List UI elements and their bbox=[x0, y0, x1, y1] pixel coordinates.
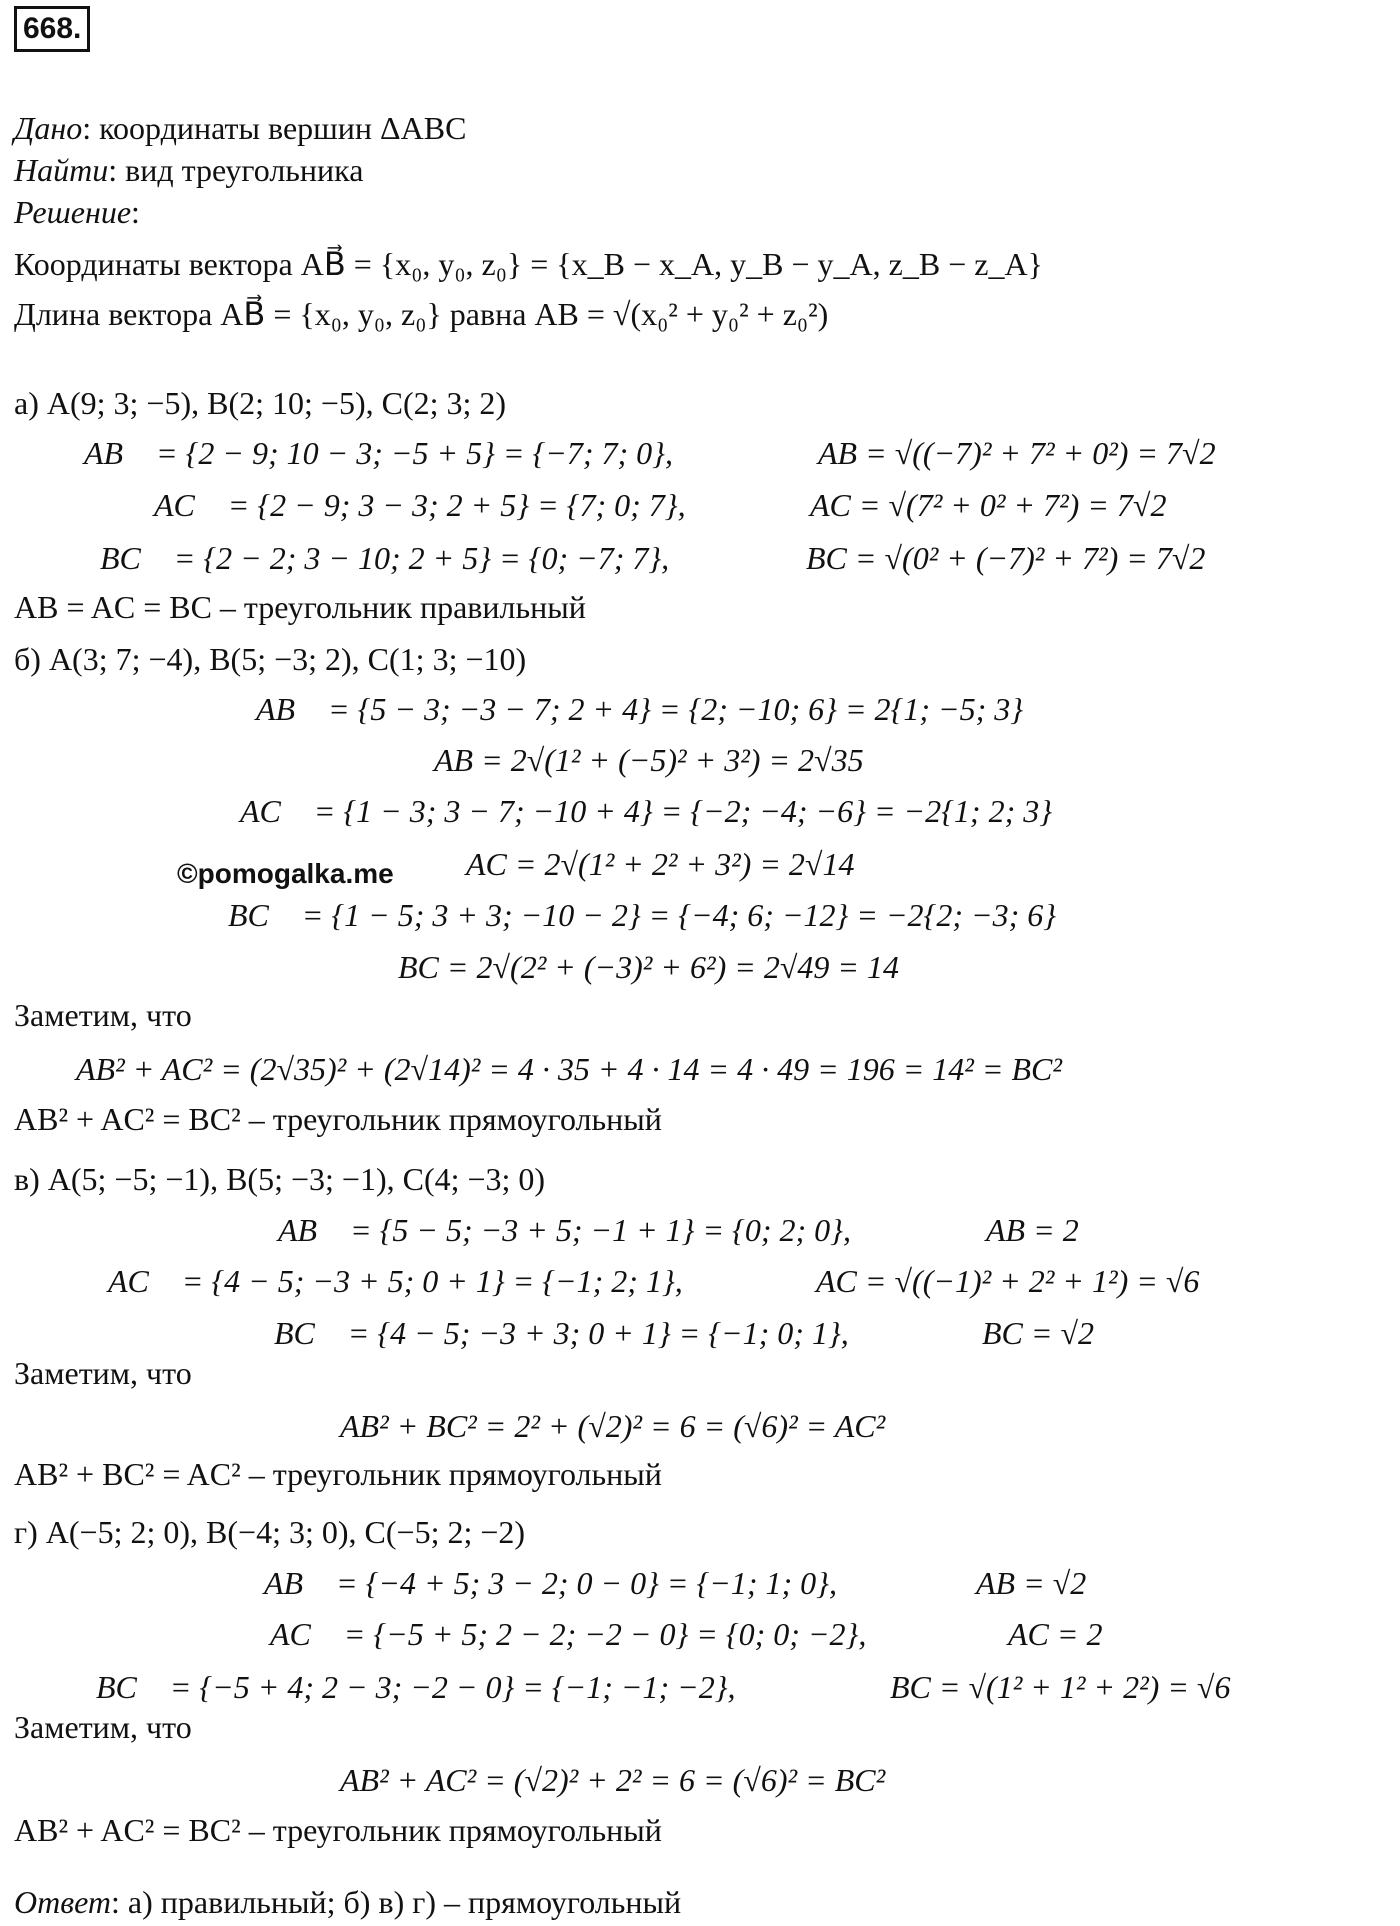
part-v-header: в) A(5; −5; −1), B(5; −3; −1), C(4; −3; 0) bbox=[14, 1161, 546, 1197]
part-v-ac-vector: AC⃗ = {4 − 5; −3 + 5; 0 + 1} = {−1; 2; 1}, bbox=[108, 1263, 683, 1299]
part-g-ac-vector: AC⃗ = {−5 + 5; 2 − 2; −2 − 0} = {0; 0; −2}, bbox=[270, 1616, 867, 1652]
part-v-equation: AB² + BC² = 2² + (√2)² = 6 = (√6)² = AC² bbox=[340, 1408, 886, 1444]
part-b-conclusion: AB² + AC² = BC² – треугольник прямоугольный bbox=[14, 1101, 662, 1137]
solution-line bbox=[14, 192, 140, 232]
part-a-bc-vector: BC⃗ = {2 − 2; 3 − 10; 2 + 5} = {0; −7; 7}, bbox=[100, 540, 670, 576]
find-label: Найти bbox=[14, 152, 109, 188]
given-label: Дано bbox=[14, 110, 83, 146]
given-line bbox=[14, 108, 466, 148]
answer-text: : а) правильный; б) в) г) – прямоугольный bbox=[111, 1884, 682, 1920]
problem-number: 668. bbox=[14, 6, 90, 52]
part-g-equation: AB² + AC² = (√2)² + 2² = 6 = (√6)² = BC² bbox=[340, 1762, 886, 1798]
length-formula: Длина вектора AB⃗ = {x₀, y₀, z₀} равна AB = √(x₀² + y₀² + z₀²) bbox=[14, 296, 829, 332]
part-g-ab-vector: AB⃗ = {−4 + 5; 3 − 2; 0 − 0} = {−1; 1; 0}, bbox=[264, 1565, 837, 1601]
part-v-conclusion: AB² + BC² = AC² – треугольник прямоугольный bbox=[14, 1456, 662, 1492]
find-line bbox=[14, 150, 363, 190]
part-g-header: г) A(−5; 2; 0), B(−4; 3; 0), C(−5; 2; −2) bbox=[14, 1514, 526, 1550]
part-b-bc-length: BC = 2√(2² + (−3)² + 6²) = 2√49 = 14 bbox=[398, 949, 899, 985]
part-a-ab-length: AB = √((−7)² + 7² + 0²) = 7√2 bbox=[818, 435, 1216, 471]
part-a-header: а) A(9; 3; −5), B(2; 10; −5), C(2; 3; 2) bbox=[14, 385, 507, 421]
part-b-equation: AB² + AC² = (2√35)² + (2√14)² = 4 · 35 + 4 · 14 = 4 · 49 = 196 = 14² = BC² bbox=[76, 1051, 1062, 1087]
part-v-ab-vector: AB⃗ = {5 − 5; −3 + 5; −1 + 1} = {0; 2; 0}, bbox=[278, 1212, 851, 1248]
part-g-note: Заметим, что bbox=[14, 1709, 192, 1745]
solution-text: : bbox=[131, 194, 140, 230]
part-g-bc-length: BC = √(1² + 1² + 2²) = √6 bbox=[890, 1669, 1231, 1705]
part-g-ab-length: AB = √2 bbox=[976, 1565, 1087, 1601]
answer-label: Ответ bbox=[14, 1884, 111, 1920]
given-text: : координаты вершин ΔABC bbox=[82, 110, 467, 146]
watermark: ©pomogalka.me bbox=[177, 858, 394, 889]
part-g-ac-length: AC = 2 bbox=[1008, 1616, 1103, 1652]
solution-label: Решение bbox=[14, 194, 132, 230]
coordinate-formula: Координаты вектора AB⃗ = {x₀, y₀, z₀} = {x_B − x_A, y_B − y_A, z_B − z_A} bbox=[14, 246, 1043, 282]
part-b-bc-vector: BC⃗ = {1 − 5; 3 + 3; −10 − 2} = {−4; 6; −12} = −2{2; −3; 6} bbox=[228, 897, 1057, 933]
part-v-ac-length: AC = √((−1)² + 2² + 1²) = √6 bbox=[816, 1263, 1200, 1299]
part-a-bc-length: BC = √(0² + (−7)² + 7²) = 7√2 bbox=[806, 540, 1206, 576]
part-v-bc-length: BC = √2 bbox=[982, 1315, 1095, 1351]
part-a-conclusion: AB = AC = BC – треугольник правильный bbox=[14, 589, 586, 625]
part-b-ac-vector: AC⃗ = {1 − 3; 3 − 7; −10 + 4} = {−2; −4; −6} = −2{1; 2; 3} bbox=[240, 793, 1053, 829]
part-v-bc-vector: BC⃗ = {4 − 5; −3 + 3; 0 + 1} = {−1; 0; 1}, bbox=[274, 1315, 849, 1351]
part-a-ab-vector: AB⃗ = {2 − 9; 10 − 3; −5 + 5} = {−7; 7; 0}, bbox=[84, 435, 673, 471]
part-g-conclusion: AB² + AC² = BC² – треугольник прямоугольный bbox=[14, 1812, 662, 1848]
find-text: : вид треугольника bbox=[108, 152, 364, 188]
part-v-ab-length: AB = 2 bbox=[986, 1212, 1079, 1248]
part-a-ac-length: AC = √(7² + 0² + 7²) = 7√2 bbox=[810, 487, 1167, 523]
part-a-ac-vector: AC⃗ = {2 − 9; 3 − 3; 2 + 5} = {7; 0; 7}, bbox=[154, 487, 686, 523]
part-b-ac-length: AC = 2√(1² + 2² + 3²) = 2√14 bbox=[466, 846, 855, 882]
part-b-ab-length: AB = 2√(1² + (−5)² + 3²) = 2√35 bbox=[434, 742, 864, 778]
part-b-header: б) A(3; 7; −4), B(5; −3; 2), C(1; 3; −10) bbox=[14, 641, 527, 677]
answer-line bbox=[14, 1882, 681, 1922]
part-g-bc-vector: BC⃗ = {−5 + 4; 2 − 3; −2 − 0} = {−1; −1; −2}, bbox=[96, 1669, 736, 1705]
part-b-note: Заметим, что bbox=[14, 997, 192, 1033]
part-v-note: Заметим, что bbox=[14, 1355, 192, 1391]
part-b-ab-vector: AB⃗ = {5 − 3; −3 − 7; 2 + 4} = {2; −10; 6} = 2{1; −5; 3} bbox=[256, 691, 1024, 727]
